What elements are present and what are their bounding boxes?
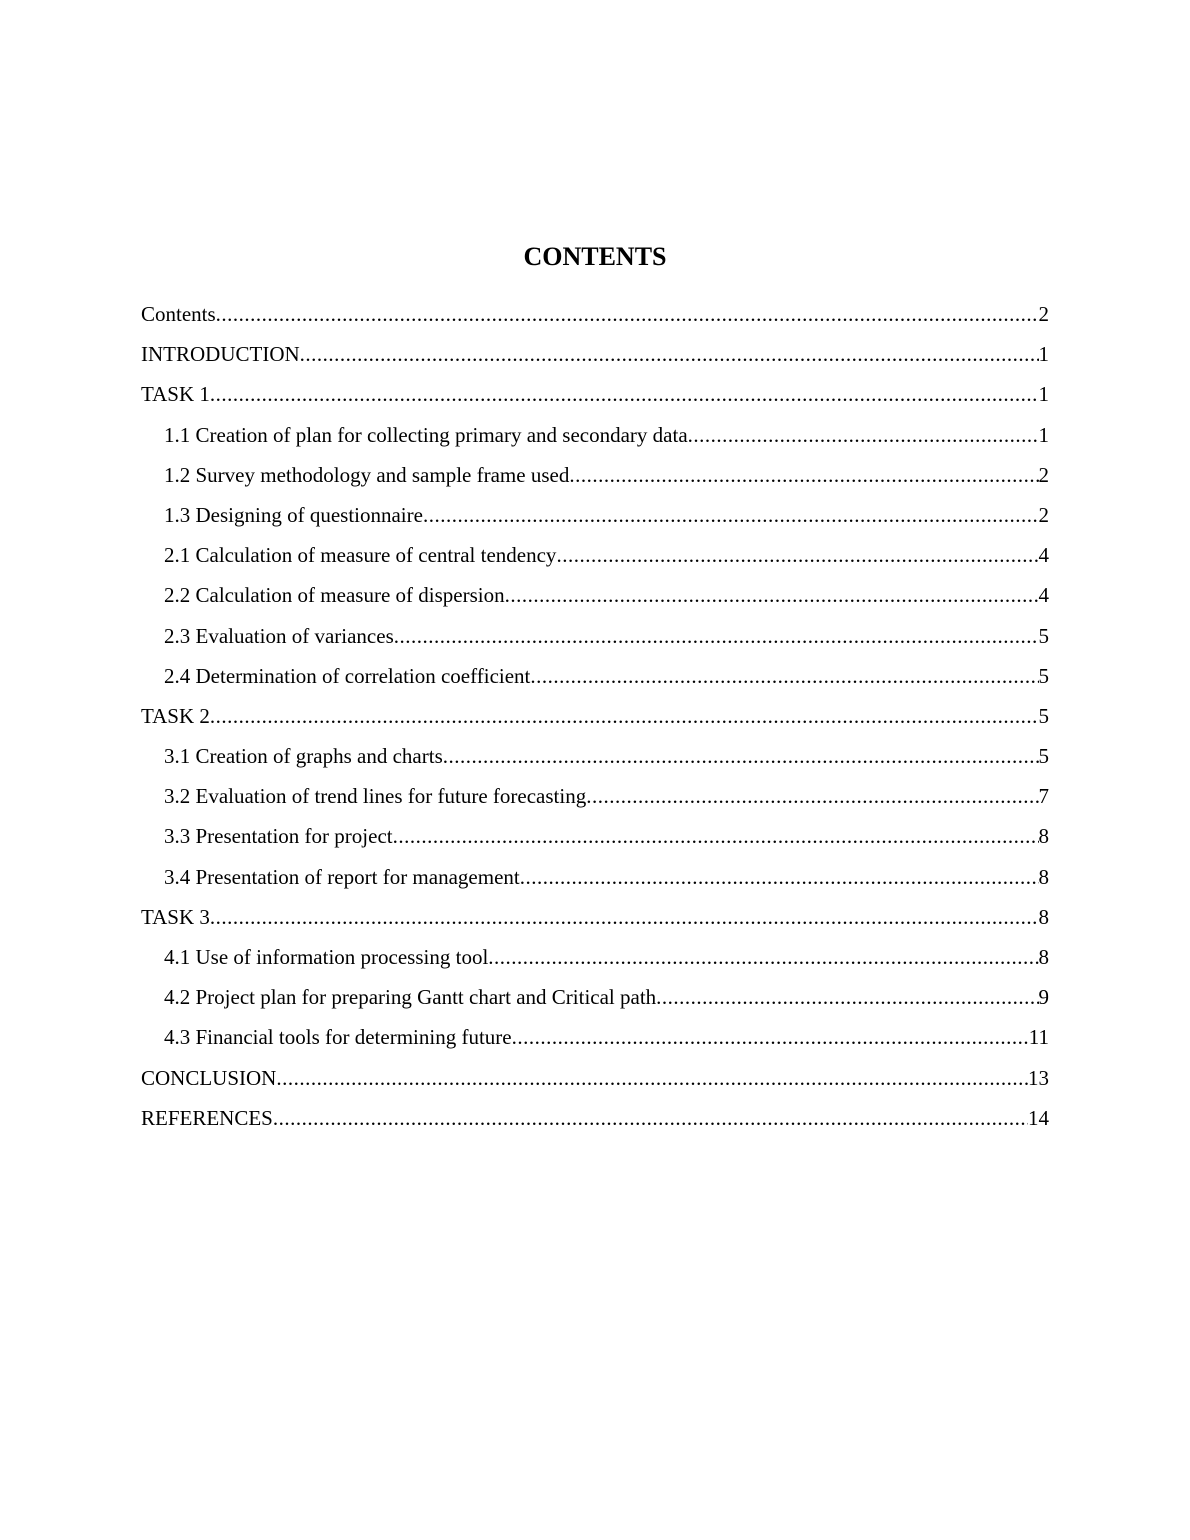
toc-entry-title[interactable]: 2.3 Evaluation of variances <box>164 623 394 648</box>
toc-entry-page-number[interactable]: 4 <box>1038 543 1049 568</box>
dot-leader <box>656 981 1038 1013</box>
dot-leader <box>273 1102 1028 1134</box>
toc-entry-page-number[interactable]: 2 <box>1038 302 1049 326</box>
dot-leader <box>443 740 1039 772</box>
toc-entry[interactable] <box>141 820 1049 860</box>
toc-entry[interactable] <box>141 1102 1049 1142</box>
toc-entry-page-number[interactable]: 2 <box>1038 462 1049 487</box>
dot-leader <box>688 419 1039 451</box>
toc-entry-page-number[interactable]: 5 <box>1038 703 1049 728</box>
toc-entry-page-number[interactable]: 5 <box>1038 744 1049 769</box>
dot-leader <box>210 700 1039 732</box>
toc-entry[interactable] <box>141 1021 1049 1061</box>
toc-entry-title[interactable]: INTRODUCTION <box>141 342 300 367</box>
toc-entry-title[interactable]: 4.1 Use of information processing tool <box>164 945 489 969</box>
dot-leader <box>393 820 1039 852</box>
toc-entry[interactable] <box>141 660 1049 700</box>
dot-leader <box>394 620 1039 652</box>
dot-leader <box>512 1021 1029 1053</box>
toc-entry-page-number[interactable]: 5 <box>1038 663 1049 688</box>
toc-entry-page-number[interactable]: 1 <box>1038 382 1049 407</box>
toc-entry[interactable] <box>141 1062 1049 1102</box>
toc-entry-title[interactable]: 2.4 Determination of correlation coefficient <box>164 663 531 688</box>
toc-entry[interactable] <box>141 499 1049 539</box>
toc-entry-title[interactable]: 3.3 Presentation for project <box>164 824 393 849</box>
toc-entry-page-number[interactable]: 8 <box>1038 945 1049 969</box>
dot-leader <box>276 1062 1028 1094</box>
toc-entry[interactable] <box>141 539 1049 579</box>
page-title: CONTENTS <box>523 242 667 271</box>
toc-entry-title[interactable]: TASK 3 <box>141 904 210 929</box>
toc-entry[interactable] <box>141 620 1049 660</box>
dot-leader <box>216 298 1039 330</box>
dot-leader <box>530 660 1038 692</box>
dot-leader <box>210 901 1039 933</box>
toc-entry[interactable] <box>141 338 1049 378</box>
toc-entry-page-number[interactable]: 1 <box>1038 342 1049 367</box>
toc-entry[interactable] <box>141 700 1049 740</box>
toc-entry-title[interactable]: REFERENCES <box>141 1105 273 1130</box>
toc-entry-title[interactable]: 4.2 Project plan for preparing Gantt chart and Critical path <box>164 985 657 1010</box>
toc-entry-title[interactable]: 2.1 Calculation of measure of central tendency <box>164 543 557 568</box>
toc-entry-title[interactable]: 4.3 Financial tools for determining future <box>164 1025 512 1050</box>
dot-leader <box>210 378 1039 410</box>
toc-entry-page-number[interactable]: 7 <box>1038 784 1049 809</box>
toc-entry-page-number[interactable]: 11 <box>1028 1025 1049 1050</box>
toc-entry-title[interactable]: 3.4 Presentation of report for management <box>164 864 520 889</box>
toc-entry-page-number[interactable]: 2 <box>1038 502 1049 527</box>
toc-entry-title[interactable]: CONCLUSION <box>141 1065 277 1090</box>
toc-entry[interactable] <box>141 901 1049 941</box>
toc-entry-title[interactable]: TASK 1 <box>141 382 210 407</box>
toc-entry-page-number[interactable]: 9 <box>1038 985 1049 1010</box>
toc-entry[interactable] <box>141 861 1049 901</box>
toc-entry[interactable] <box>141 941 1049 981</box>
toc-entry-page-number[interactable]: 4 <box>1038 583 1049 608</box>
dot-leader <box>556 539 1038 571</box>
table-of-contents <box>141 298 1049 1142</box>
toc-entry-page-number[interactable]: 14 <box>1028 1105 1049 1130</box>
toc-entry-page-number[interactable]: 8 <box>1038 864 1049 889</box>
toc-entry[interactable] <box>141 378 1049 418</box>
toc-entry-title[interactable]: 2.2 Calculation of measure of dispersion <box>164 583 505 608</box>
dot-leader <box>586 780 1038 812</box>
toc-entry[interactable] <box>141 780 1049 820</box>
dot-leader <box>488 941 1038 973</box>
toc-entry[interactable] <box>141 419 1049 459</box>
dot-leader <box>423 499 1039 531</box>
toc-entry[interactable] <box>141 579 1049 619</box>
dot-leader <box>569 459 1038 491</box>
dot-leader <box>505 579 1039 611</box>
dot-leader <box>520 861 1039 893</box>
toc-entry-title[interactable]: Contents <box>141 302 216 326</box>
toc-entry[interactable] <box>141 740 1049 780</box>
toc-entry-page-number[interactable]: 5 <box>1038 623 1049 648</box>
toc-entry[interactable] <box>141 459 1049 499</box>
toc-entry[interactable] <box>141 981 1049 1021</box>
toc-entry-page-number[interactable]: 1 <box>1038 422 1049 447</box>
toc-entry-page-number[interactable]: 8 <box>1038 904 1049 929</box>
toc-entry[interactable] <box>141 298 1049 338</box>
toc-entry-title[interactable]: 1.3 Designing of questionnaire <box>164 502 423 527</box>
toc-entry-title[interactable]: TASK 2 <box>141 703 210 728</box>
dot-leader <box>300 338 1039 370</box>
toc-entry-title[interactable]: 1.1 Creation of plan for collecting primary and secondary data <box>164 422 688 447</box>
toc-entry-title[interactable]: 1.2 Survey methodology and sample frame used <box>164 462 570 487</box>
toc-entry-title[interactable]: 3.1 Creation of graphs and charts <box>164 744 443 769</box>
toc-entry-title[interactable]: 3.2 Evaluation of trend lines for future forecasting <box>164 784 587 809</box>
toc-entry-page-number[interactable]: 8 <box>1038 824 1049 849</box>
toc-entry-page-number[interactable]: 13 <box>1028 1065 1049 1090</box>
